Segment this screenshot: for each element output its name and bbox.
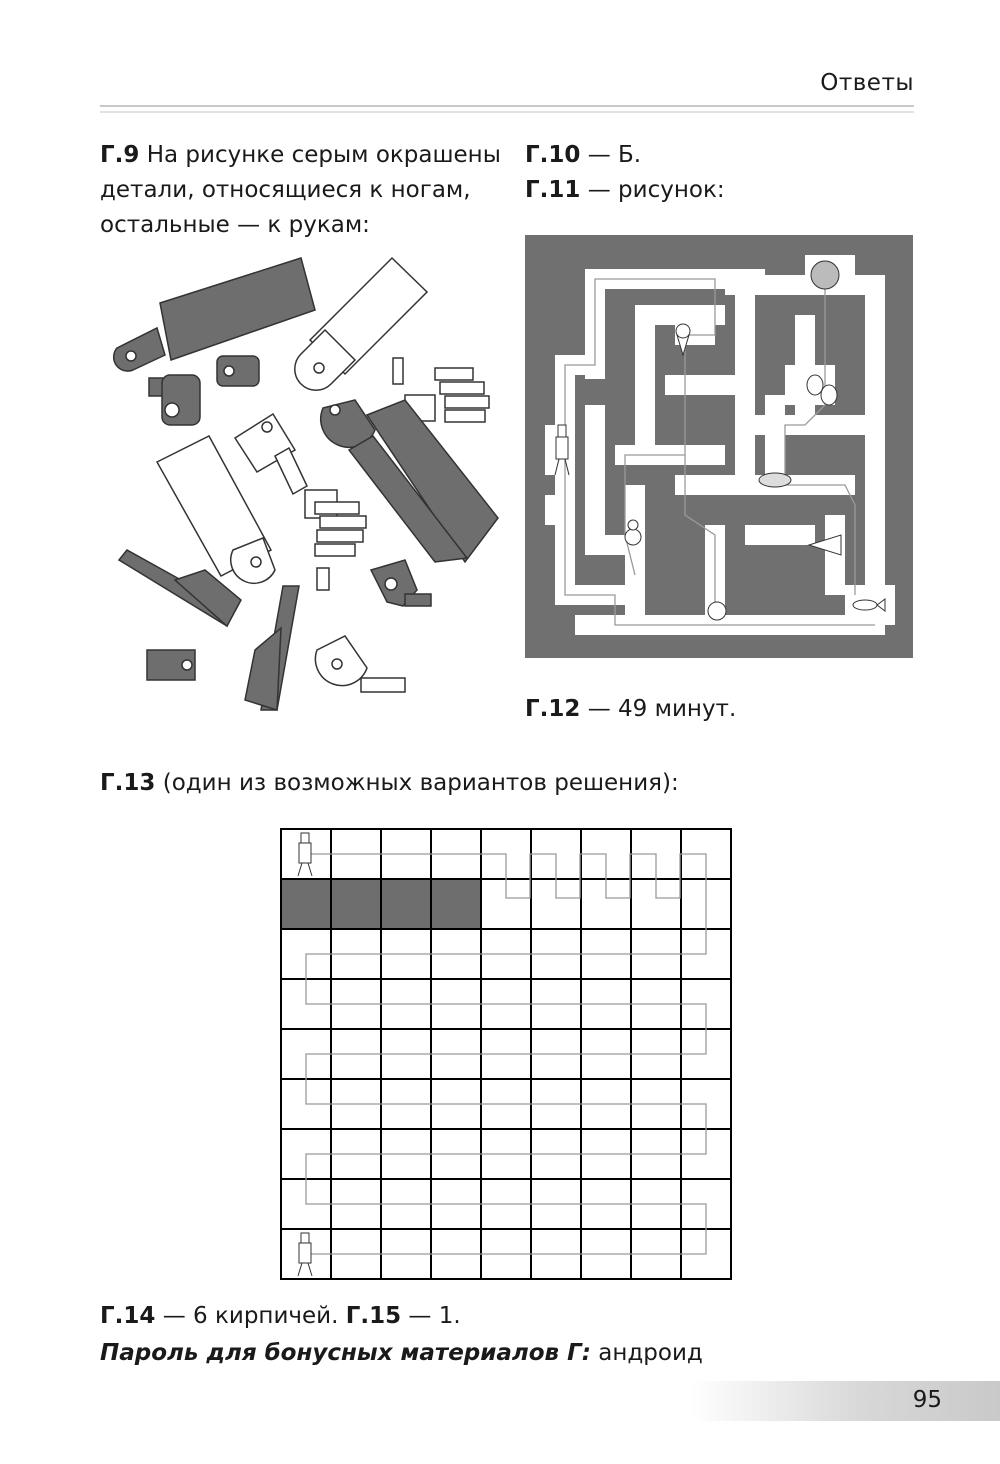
answer-g11 xyxy=(525,173,725,208)
answer-g10-number: Г.10 xyxy=(525,142,581,168)
answer-g12-text: — 49 минут. xyxy=(580,696,737,722)
answer-g13 xyxy=(100,766,679,801)
path-grid-figure xyxy=(280,828,734,1282)
answer-g13-number: Г.13 xyxy=(100,770,156,796)
leg-part-foot-small xyxy=(217,356,259,386)
grid-shaded-cell xyxy=(331,879,381,929)
header-divider xyxy=(100,105,914,113)
robot-start-icon xyxy=(298,833,312,876)
maze-solution-figure xyxy=(525,235,913,658)
page-number: 95 xyxy=(912,1387,942,1413)
answer-g10-text: — Б. xyxy=(580,142,642,168)
answer-g11-number: Г.11 xyxy=(525,177,581,203)
answer-g15-text: — 1. xyxy=(401,1303,461,1329)
bread-icon xyxy=(759,473,791,487)
answer-g14-text: — 6 кирпичей. xyxy=(155,1303,346,1329)
arm-part-bottom xyxy=(315,636,405,692)
answer-g13-text: (один из возможных вариантов решения): xyxy=(155,770,679,796)
leg-part-bottom-small xyxy=(147,650,195,680)
arm-part-upper xyxy=(295,258,427,390)
cabbage-icon xyxy=(811,261,839,289)
bonus-password xyxy=(100,1336,703,1371)
page-header-title: Ответы xyxy=(820,70,914,96)
robot-parts-illustration xyxy=(105,250,505,720)
arm-part-forearm-small xyxy=(235,414,307,494)
grid-shaded-cell xyxy=(431,879,481,929)
grid-shaded-cell xyxy=(281,879,331,929)
bonus-password-value: андроид xyxy=(590,1340,703,1366)
leg-part-foot-right xyxy=(371,560,431,606)
leg-part-joint xyxy=(149,375,200,425)
arm-part-hand-bottom xyxy=(305,490,366,590)
leg-part-shin-top xyxy=(114,258,315,371)
footer-gradient-bar xyxy=(690,1381,1000,1421)
answer-g9-text: На рисунке серым окрашены детали, относящиеся к ногам, остальные — к рукам: xyxy=(100,142,501,238)
answer-g9-number: Г.9 xyxy=(100,142,140,168)
apple-icon xyxy=(708,602,726,620)
answer-g12-number: Г.12 xyxy=(525,696,581,722)
bonus-password-label: Пароль для бонусных материалов Г: xyxy=(100,1340,591,1366)
answer-g10 xyxy=(525,138,641,173)
answer-g12 xyxy=(525,692,736,727)
grid-shaded-cell xyxy=(381,879,431,929)
answer-g15-number: Г.15 xyxy=(345,1303,402,1329)
answer-g11-text: — рисунок: xyxy=(580,177,725,203)
leg-part-bottom-long xyxy=(245,586,299,710)
robot-finish-icon xyxy=(298,1233,312,1276)
answer-g14-number: Г.14 xyxy=(100,1303,156,1329)
answer-g9 xyxy=(100,138,510,243)
answer-g14-g15 xyxy=(100,1299,461,1334)
